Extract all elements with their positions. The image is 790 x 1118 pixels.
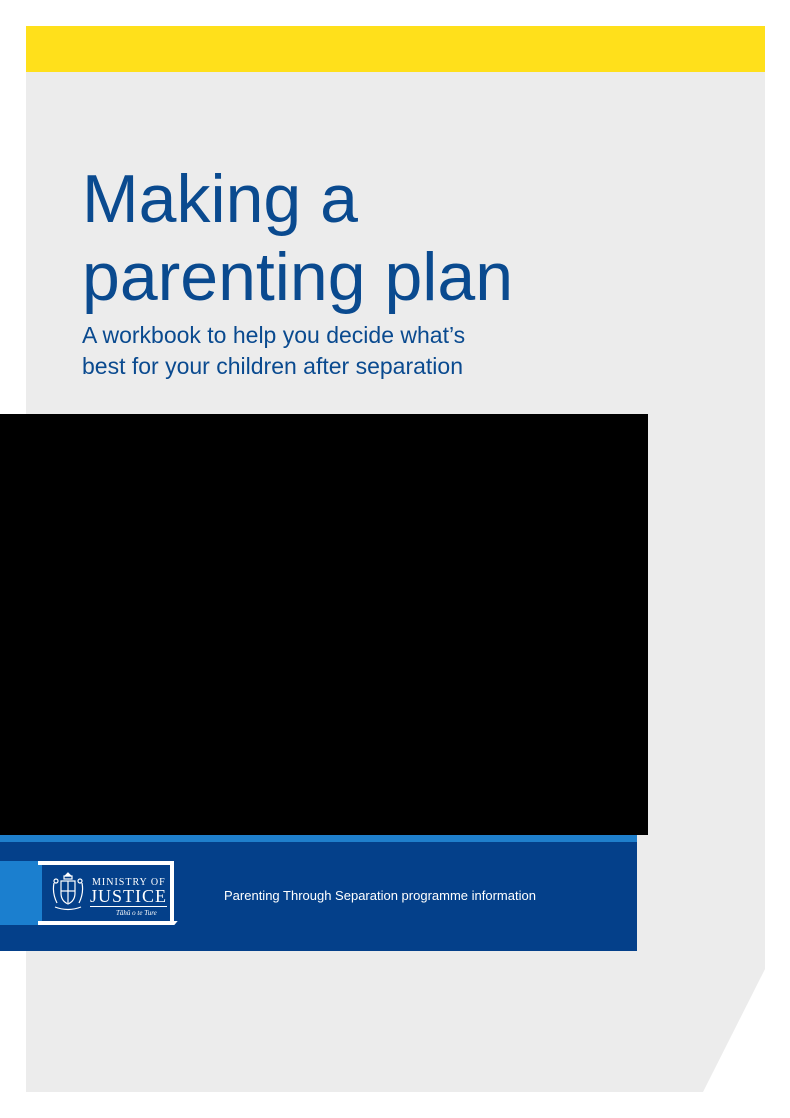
cover-title-line: parenting plan: [82, 239, 514, 315]
logo-blue-block: [0, 861, 42, 925]
ministry-of-justice-logo: [0, 861, 180, 931]
nz-coat-of-arms-icon: [50, 871, 86, 911]
logo-justice-text: JUSTICE: [90, 886, 168, 906]
top-accent-bar: [26, 26, 765, 72]
footer-band: [0, 835, 637, 951]
programme-info-text: Parenting Through Separation programme information: [224, 888, 536, 903]
cover-title: [82, 160, 602, 316]
cover-subtitle-line: best for your children after separation: [82, 353, 463, 379]
logo-ministry-of-text: MINISTRY OF: [92, 877, 166, 888]
cover-subtitle-line: A workbook to help you decide what’s: [82, 322, 466, 348]
cover-title-line: Making a: [82, 161, 358, 237]
footer-stripe: [0, 835, 637, 842]
logo-tagline: Tāhū o te Ture: [116, 909, 157, 917]
cover-photo: [0, 414, 648, 835]
logo-frame-tail: [158, 921, 177, 925]
cover-subtitle: [82, 320, 602, 382]
